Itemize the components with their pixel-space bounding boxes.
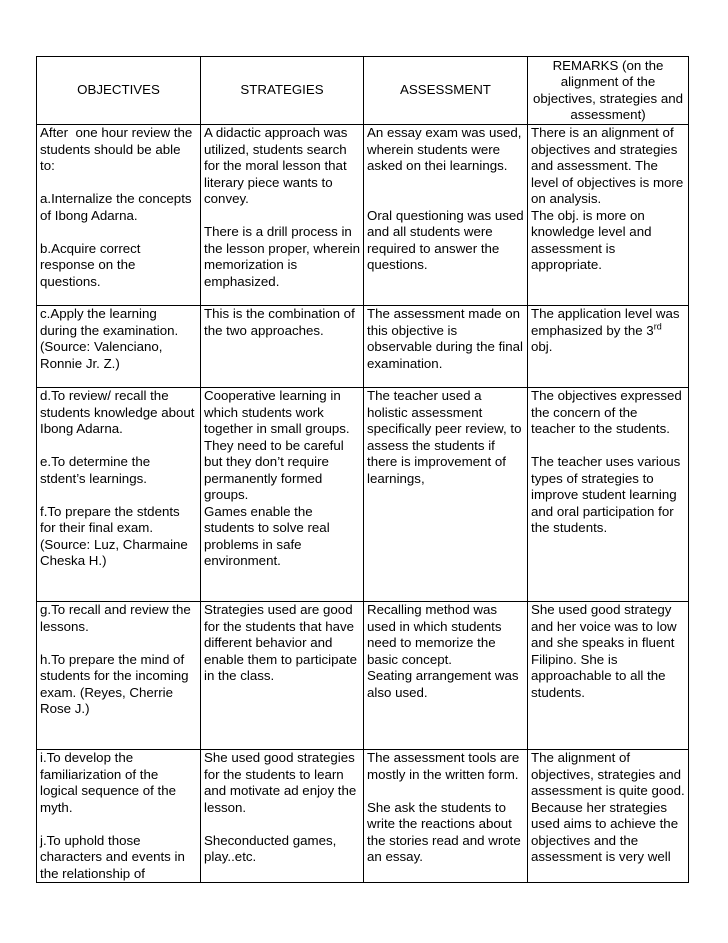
assessment-text: An essay exam was used, wherein students were asked on thei learnings. — [367, 125, 526, 173]
remarks-cell — [528, 602, 689, 750]
objectives-cell — [37, 306, 201, 388]
objective-text: i.To develop the familiarization of the logical sequence of the myth. — [40, 750, 180, 815]
remarks-cell — [528, 750, 689, 883]
objective-text: e.To determine the stdent’s learnings. — [40, 454, 154, 486]
strategy-text: Strategies used are good for the students that have different behavior and enable them to participate in the class. — [204, 602, 361, 683]
remarks-cell — [528, 306, 689, 388]
strategies-cell — [201, 125, 364, 306]
remark-text-part: obj. — [531, 322, 666, 354]
objective-text: d.To review/ recall the students knowledge about Ibong Adarna. — [40, 388, 199, 436]
strategies-cell — [201, 602, 364, 750]
strategies-cell — [201, 306, 364, 388]
objective-text: j.To uphold those characters and events in the relationship of — [40, 832, 189, 881]
objective-text: After one hour review the students should be able to: — [40, 125, 196, 173]
assessment-cell — [364, 125, 528, 306]
assessment-cell — [364, 750, 528, 883]
header-objectives: OBJECTIVES — [37, 57, 201, 125]
assessment-cell — [364, 602, 528, 750]
objectives-cell — [37, 602, 201, 750]
strategy-text: Cooperative learning in which students work together in small groups. They need to be careful but they don’t require permanently formed groups. — [204, 388, 354, 502]
objective-text: h.To prepare the mind of students for the incoming exam. (Reyes, Cherrie Rose J.) — [40, 651, 193, 716]
remarks-cell — [528, 125, 689, 306]
objective-text: g.To recall and review the lessons. — [40, 602, 195, 634]
strategy-text: Sheconducted games, play..etc. — [204, 832, 341, 864]
remark-superscript: rd — [653, 321, 662, 332]
header-strategies: STRATEGIES — [201, 57, 364, 125]
remark-text: The alignment of objectives, strategies and assessment is quite good. Because her strategies used aims to achieve the objectives and the assessment is very well — [531, 750, 689, 864]
remark-text: The obj. is more on knowledge level and assessment is appropriate. — [531, 207, 656, 272]
assessment-text: The assessment made on this objective is observable during the final examination. — [367, 306, 527, 371]
strategy-text: Games enable the students to solve real problems in safe environment. — [204, 503, 334, 568]
remark-text-part: The application level was emphasized by the 3 — [531, 306, 684, 338]
objective-text: c.Apply the learning during the examination. (Source: Valenciano, Ronnie Jr. Z.) — [40, 306, 182, 371]
table-row — [37, 750, 689, 883]
assessment-text: Recalling method was used in which students need to memorize the basic concept. — [367, 602, 506, 667]
alignment-table — [36, 56, 689, 883]
assessment-cell — [364, 306, 528, 388]
objective-text: a.Internalize the concepts of Ibong Adarna. — [40, 191, 196, 223]
assessment-text: Oral questioning was used and all students were required to answer the questions. — [367, 207, 528, 272]
header-assessment: ASSESSMENT — [364, 57, 528, 125]
assessment-text: The assessment tools are mostly in the written form. — [367, 750, 523, 782]
assessment-text: The teacher used a holistic assessment specifically peer review, to assess the students if there is improvement of learnings, — [367, 388, 526, 486]
remarks-cell — [528, 388, 689, 602]
remark-text — [531, 306, 685, 356]
objective-text: b.Acquire correct response on the questions. — [40, 240, 145, 289]
header-remarks: REMARKS (on the alignment of the objectives, strategies and assessment) — [528, 57, 689, 125]
remark-text: The objectives expressed the concern of the teacher to the students. — [531, 388, 686, 436]
objective-text: f.To prepare the stdents for their final exam. (Source: Luz, Charmaine Cheska H.) — [40, 503, 192, 568]
assessment-text: Seating arrangement was also used. — [367, 668, 523, 700]
remark-text: There is an alignment of objectives and strategies and assessment. The level of objectives is more on analysis. — [531, 125, 687, 206]
strategy-text: A didactic approach was utilized, students search for the moral lesson that literary piece wants to convey. — [204, 125, 352, 206]
header-row — [37, 57, 689, 125]
objectives-cell — [37, 125, 201, 306]
strategies-cell — [201, 750, 364, 883]
remark-text: The teacher uses various types of strategies to improve student learning and oral participation for the students. — [531, 454, 685, 535]
assessment-cell — [364, 388, 528, 602]
assessment-text: She ask the students to write the reactions about the stories read and wrote an essay. — [367, 799, 525, 864]
strategy-text: This is the combination of the two approaches. — [204, 306, 359, 338]
table-row — [37, 306, 689, 388]
table-row — [37, 125, 689, 306]
table-row — [37, 602, 689, 750]
strategy-text: She used good strategies for the students to learn and motivate ad enjoy the lesson. — [204, 750, 360, 815]
objectives-cell — [37, 750, 201, 883]
table-row — [37, 388, 689, 602]
strategy-text: There is a drill process in the lesson proper, wherein memorization is emphasized. — [204, 224, 364, 289]
remark-text: She used good strategy and her voice was to low and she speaks in fluent Filipino. She is approachable to all the students. — [531, 602, 681, 700]
strategies-cell — [201, 388, 364, 602]
objectives-cell — [37, 388, 201, 602]
